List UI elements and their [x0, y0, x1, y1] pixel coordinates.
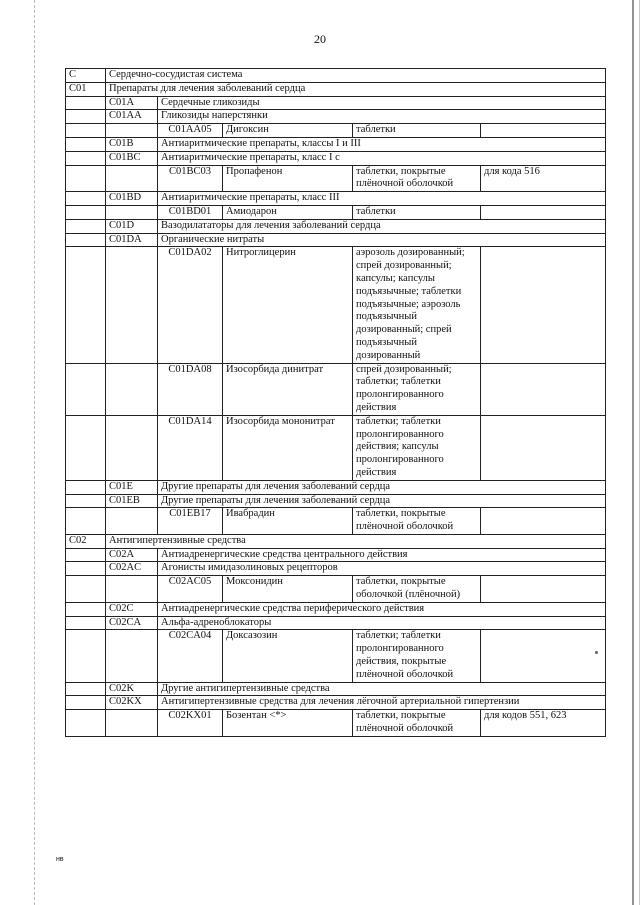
- dosage-form-cell: таблетки: [353, 205, 481, 219]
- atc-code-cell: C01DA: [106, 233, 158, 247]
- table-row: [66, 82, 606, 96]
- atc-code-cell: C02C: [106, 602, 158, 616]
- atc-code-cell: C02A: [106, 548, 158, 562]
- empty-cell: [106, 165, 158, 192]
- empty-cell: [106, 710, 158, 737]
- atc-code-cell: C02K: [106, 682, 158, 696]
- group-name-cell: Антигипертензивные средства: [106, 534, 606, 548]
- group-name-cell: Органические нитраты: [158, 233, 606, 247]
- atc-code-cell: C02KX: [106, 696, 158, 710]
- table-row: [66, 192, 606, 206]
- note-cell: [481, 576, 606, 603]
- table-row: [66, 480, 606, 494]
- group-name-cell: Сердечные гликозиды: [158, 96, 606, 110]
- table-row: [66, 562, 606, 576]
- drug-name-cell: Доксазозин: [223, 630, 353, 682]
- empty-cell: [66, 192, 106, 206]
- drug-name-cell: Изосорбида мононитрат: [223, 415, 353, 480]
- table-row: [66, 682, 606, 696]
- group-name-cell: Сердечно-сосудистая система: [106, 69, 606, 83]
- dosage-form-cell: таблетки; таблетки пролонгированного действия, покрытые плёночной оболочкой: [353, 630, 481, 682]
- empty-cell: [106, 124, 158, 138]
- table-row: [66, 696, 606, 710]
- drug-name-cell: Бозентан <*>: [223, 710, 353, 737]
- table-row: [66, 630, 606, 682]
- table-row: [66, 548, 606, 562]
- table-row: [66, 137, 606, 151]
- atc-code-cell: C01A: [106, 96, 158, 110]
- empty-cell: [66, 562, 106, 576]
- dosage-form-cell: таблетки, покрытые плёночной оболочкой: [353, 165, 481, 192]
- drug-name-cell: Ивабрадин: [223, 508, 353, 535]
- atc-code-cell: C02AC05: [158, 576, 223, 603]
- group-name-cell: Гликозиды наперстянки: [158, 110, 606, 124]
- group-name-cell: Альфа-адреноблокаторы: [158, 616, 606, 630]
- group-name-cell: Антиадренергические средства центрального действия: [158, 548, 606, 562]
- table-row: [66, 602, 606, 616]
- note-cell: [481, 363, 606, 415]
- empty-cell: [106, 508, 158, 535]
- dosage-form-cell: таблетки, покрытые плёночной оболочкой: [353, 710, 481, 737]
- note-cell: для кода 516: [481, 165, 606, 192]
- empty-cell: [106, 247, 158, 363]
- atc-code-cell: C01BC03: [158, 165, 223, 192]
- empty-cell: [66, 494, 106, 508]
- note-cell: [481, 415, 606, 480]
- group-name-cell: Другие препараты для лечения заболеваний сердца: [158, 480, 606, 494]
- atc-code-cell: C02AC: [106, 562, 158, 576]
- empty-cell: [66, 137, 106, 151]
- atc-drug-table: [65, 68, 606, 737]
- dosage-form-cell: таблетки; таблетки пролонгированного действия; капсулы пролонгированного действия: [353, 415, 481, 480]
- atc-code-cell: C01DA08: [158, 363, 223, 415]
- note-cell: [481, 124, 606, 138]
- empty-cell: [66, 96, 106, 110]
- drug-name-cell: Моксонидин: [223, 576, 353, 603]
- empty-cell: [66, 710, 106, 737]
- table-row: [66, 508, 606, 535]
- table-row: [66, 151, 606, 165]
- drug-name-cell: Дигоксин: [223, 124, 353, 138]
- drug-name-cell: Амиодарон: [223, 205, 353, 219]
- group-name-cell: Вазодилататоры для лечения заболеваний сердца: [158, 219, 606, 233]
- atc-code-cell: C01BD: [106, 192, 158, 206]
- drug-name-cell: Нитроглицерин: [223, 247, 353, 363]
- table-row: [66, 219, 606, 233]
- table-row: [66, 205, 606, 219]
- atc-code-cell: C: [66, 69, 106, 83]
- dosage-form-cell: аэрозоль дозированный; спрей дозированный; капсулы; капсулы подъязычные; таблетки подъязычные; аэрозоль подъязычный дозированный; спрей подъязычный дозированный: [353, 247, 481, 363]
- table-row: [66, 616, 606, 630]
- empty-cell: [66, 165, 106, 192]
- table-row: [66, 247, 606, 363]
- table-row: [66, 415, 606, 480]
- atc-code-cell: C01BD01: [158, 205, 223, 219]
- table-row: [66, 165, 606, 192]
- note-cell: [481, 630, 606, 682]
- dosage-form-cell: спрей дозированный; таблетки; таблетки пролонгированного действия: [353, 363, 481, 415]
- note-cell: для кодов 551, 623: [481, 710, 606, 737]
- table-row: [66, 110, 606, 124]
- group-name-cell: Антиадренергические средства периферического действия: [158, 602, 606, 616]
- note-cell: [481, 205, 606, 219]
- empty-cell: [66, 602, 106, 616]
- table-row: [66, 69, 606, 83]
- atc-code-cell: C01EB: [106, 494, 158, 508]
- atc-code-cell: C01BC: [106, 151, 158, 165]
- atc-code-cell: C02CA04: [158, 630, 223, 682]
- group-name-cell: Препараты для лечения заболеваний сердца: [106, 82, 606, 96]
- scan-edge-shadow: [632, 0, 634, 905]
- empty-cell: [106, 576, 158, 603]
- note-cell: [481, 508, 606, 535]
- table-row: [66, 710, 606, 737]
- group-name-cell: Антигипертензивные средства для лечения лёгочной артериальной гипертензии: [158, 696, 606, 710]
- atc-code-cell: C01E: [106, 480, 158, 494]
- table-row: [66, 124, 606, 138]
- drug-name-cell: Пропафенон: [223, 165, 353, 192]
- group-name-cell: Другие антигипертензивные средства: [158, 682, 606, 696]
- empty-cell: [66, 247, 106, 363]
- empty-cell: [66, 151, 106, 165]
- empty-cell: [66, 219, 106, 233]
- atc-code-cell: C02CA: [106, 616, 158, 630]
- empty-cell: [66, 480, 106, 494]
- empty-cell: [66, 415, 106, 480]
- atc-code-cell: C01AA05: [158, 124, 223, 138]
- empty-cell: [66, 205, 106, 219]
- atc-code-cell: C01B: [106, 137, 158, 151]
- page-number: 20: [314, 32, 326, 46]
- dosage-form-cell: таблетки, покрытые оболочкой (плёночной): [353, 576, 481, 603]
- empty-cell: [106, 630, 158, 682]
- group-name-cell: Агонисты имидазолиновых рецепторов: [158, 562, 606, 576]
- empty-cell: [106, 415, 158, 480]
- scan-fold-line: [34, 0, 35, 905]
- empty-cell: [66, 682, 106, 696]
- empty-cell: [66, 110, 106, 124]
- atc-code-cell: C01EB17: [158, 508, 223, 535]
- dosage-form-cell: таблетки, покрытые плёночной оболочкой: [353, 508, 481, 535]
- table-row: [66, 534, 606, 548]
- empty-cell: [66, 508, 106, 535]
- atc-code-cell: C02KX01: [158, 710, 223, 737]
- empty-cell: [66, 576, 106, 603]
- group-name-cell: Антиаритмические препараты, класс I с: [158, 151, 606, 165]
- atc-code-cell: C01D: [106, 219, 158, 233]
- table-row: [66, 363, 606, 415]
- empty-cell: [66, 696, 106, 710]
- empty-cell: [66, 124, 106, 138]
- empty-cell: [66, 616, 106, 630]
- atc-code-cell: C01DA02: [158, 247, 223, 363]
- empty-cell: [106, 205, 158, 219]
- table-row: [66, 576, 606, 603]
- group-name-cell: Антиаритмические препараты, класс III: [158, 192, 606, 206]
- group-name-cell: Другие препараты для лечения заболеваний сердца: [158, 494, 606, 508]
- empty-cell: [66, 548, 106, 562]
- empty-cell: [66, 363, 106, 415]
- atc-code-cell: C02: [66, 534, 106, 548]
- atc-code-cell: C01DA14: [158, 415, 223, 480]
- dosage-form-cell: таблетки: [353, 124, 481, 138]
- table-row: [66, 494, 606, 508]
- table-row: [66, 96, 606, 110]
- atc-code-cell: C01: [66, 82, 106, 96]
- empty-cell: [66, 233, 106, 247]
- footer-mark: нв: [56, 856, 64, 863]
- empty-cell: [106, 363, 158, 415]
- note-cell: [481, 247, 606, 363]
- drug-name-cell: Изосорбида динитрат: [223, 363, 353, 415]
- table-row: [66, 233, 606, 247]
- group-name-cell: Антиаритмические препараты, классы I и III: [158, 137, 606, 151]
- atc-code-cell: C01AA: [106, 110, 158, 124]
- empty-cell: [66, 630, 106, 682]
